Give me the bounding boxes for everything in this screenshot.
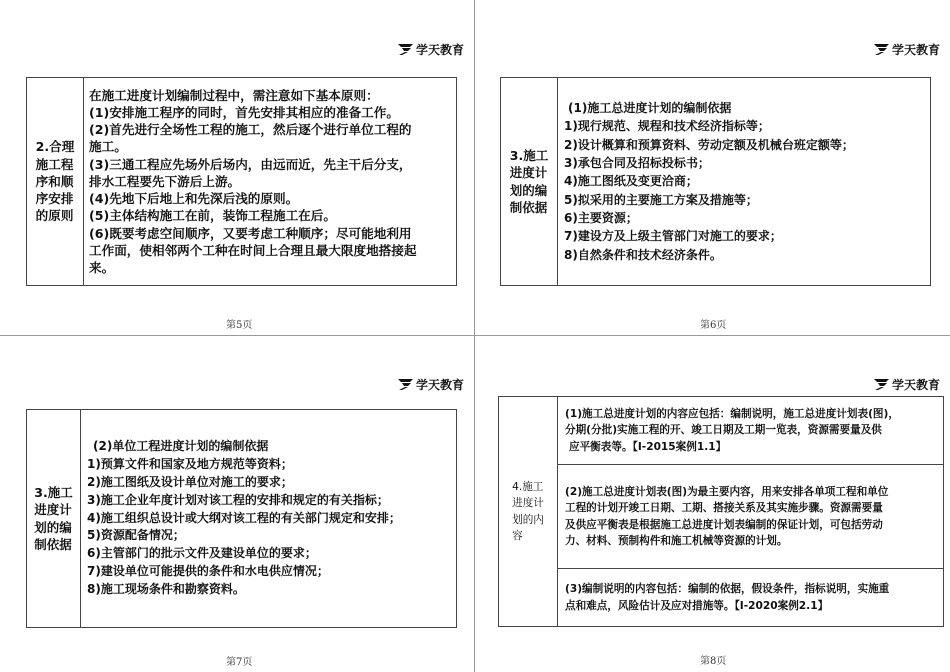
- page-number: 第8页: [700, 656, 727, 667]
- brand-name: 学天教育: [892, 378, 941, 392]
- horizontal-divider: [0, 335, 950, 336]
- brand-mark-icon: [398, 379, 413, 390]
- slide-page-5: [0, 0, 474, 335]
- content-cell-3: (3)编制说明的内容包括：编制的依据，假设条件，指标说明，实施重 点和难点，风险估计及应对措施等。【Ⅰ-2020案例2.1】: [558, 569, 944, 627]
- brand-name: 学天教育: [892, 43, 941, 57]
- content-cell-2: (2)施工总进度计划表(图)为最主要内容，用来安排各单项工程和单位 工程的计划开竣工日期、工期、搭接关系及其实施步骤。资源需要量 及供应平衡表是根据施工总进度计划表编制的保证计划，可包括劳动 力、材料、预制构件和施工机械等资源的计划。: [558, 465, 944, 569]
- side-title-cell: [501, 78, 558, 286]
- content-cell-1: (1)施工总进度计划的内容应包括：编制说明，施工总进度计划表(图)， 分期(分批)实施工程的开、竣工日期及工期一览表，资源需要量及供 应平衡表等。【Ⅰ-2015案例1.1】: [558, 397, 944, 465]
- page-number: 第7页: [226, 657, 253, 668]
- brand-logo: [398, 376, 464, 393]
- slide-page-7: [0, 337, 474, 672]
- brand-logo: [398, 41, 464, 58]
- side-title: 2.合理 施工程 序和顺 序安排 的原则: [35, 139, 75, 224]
- body-text: 在施工进度计划编制过程中，需注意如下基本原则： (1)安排施工程序的同时，首先安排其相应的准备工作。 (2)首先进行全场性工程的施工，然后逐个进行单位工程的 施工。 (3)三通工程应先场外后场内，由远而近，先主干后分支， 排水工程要先下游后上游。 (4)先地下后地上和先深后浅的原则。 (5)主体结构施工在前，装饰工程施工在后。 (6)既要考虑空间顺序，又要考虑工种顺序；尽可能地利用 工作面，使相邻两个工种在时间上合理且最大限度地搭接起 来。: [89, 87, 417, 275]
- vertical-divider: [474, 0, 475, 672]
- side-title: 4.施工 进度计 划的内 容: [512, 480, 544, 542]
- body-text: (2)单位工程进度计划的编制依据 1)预算文件和国家及地方规范等资料； 2)施工图纸及设计单位对施工的要求； 3)施工企业年度计划对该工程的安排和规定的有关指标； 4)施工组织总设计或大纲对该工程的有关部门规定和安排； 5)资源配备情况； 6)主管部门的批示文件及建设单位的要求； 7)建设单位可能提供的条件和水电供应情况； 8)施工现场条件和勘察资料。: [87, 439, 401, 596]
- content-table: [500, 77, 931, 286]
- page-number: 第6页: [700, 320, 727, 331]
- brand-logo: [874, 41, 940, 58]
- body-text: (1)施工总进度计划的编制依据 1)现行规范、规程和技术经济指标等； 2)设计概算和预算资料、劳动定额及机械台班定额等； 3)承包合同及招标投标书； 4)施工图纸及变更洽商； 5)拟采用的主要施工方案及措施等； 6)主要资源； 7)建设方及上级主管部门对施工的要求； 8)自然条件和技术经济条件。: [564, 101, 854, 262]
- side-title: 3.施工 进度计 划的编 制依据: [509, 147, 549, 215]
- brand-mark-icon: [874, 44, 889, 55]
- side-title-cell: [27, 78, 84, 286]
- slide-page-8: [476, 337, 950, 672]
- side-title-cell: [27, 410, 81, 628]
- brand-name: 学天教育: [416, 378, 465, 392]
- brand-mark-icon: [874, 379, 889, 390]
- brand-logo: [874, 376, 940, 393]
- slide-page-6: [476, 0, 950, 335]
- body-cell: [81, 410, 457, 628]
- brand-name: 学天教育: [416, 43, 465, 57]
- content-table: [26, 77, 457, 286]
- content-table: [498, 396, 944, 627]
- body-cell: [84, 78, 457, 286]
- side-title: 3.施工 进度计 划的编 制依据: [34, 484, 73, 552]
- body-cell: [558, 78, 931, 286]
- brand-mark-icon: [398, 44, 413, 55]
- side-title-cell: [499, 397, 558, 627]
- page-number: 第5页: [226, 320, 253, 331]
- content-table: [26, 409, 457, 628]
